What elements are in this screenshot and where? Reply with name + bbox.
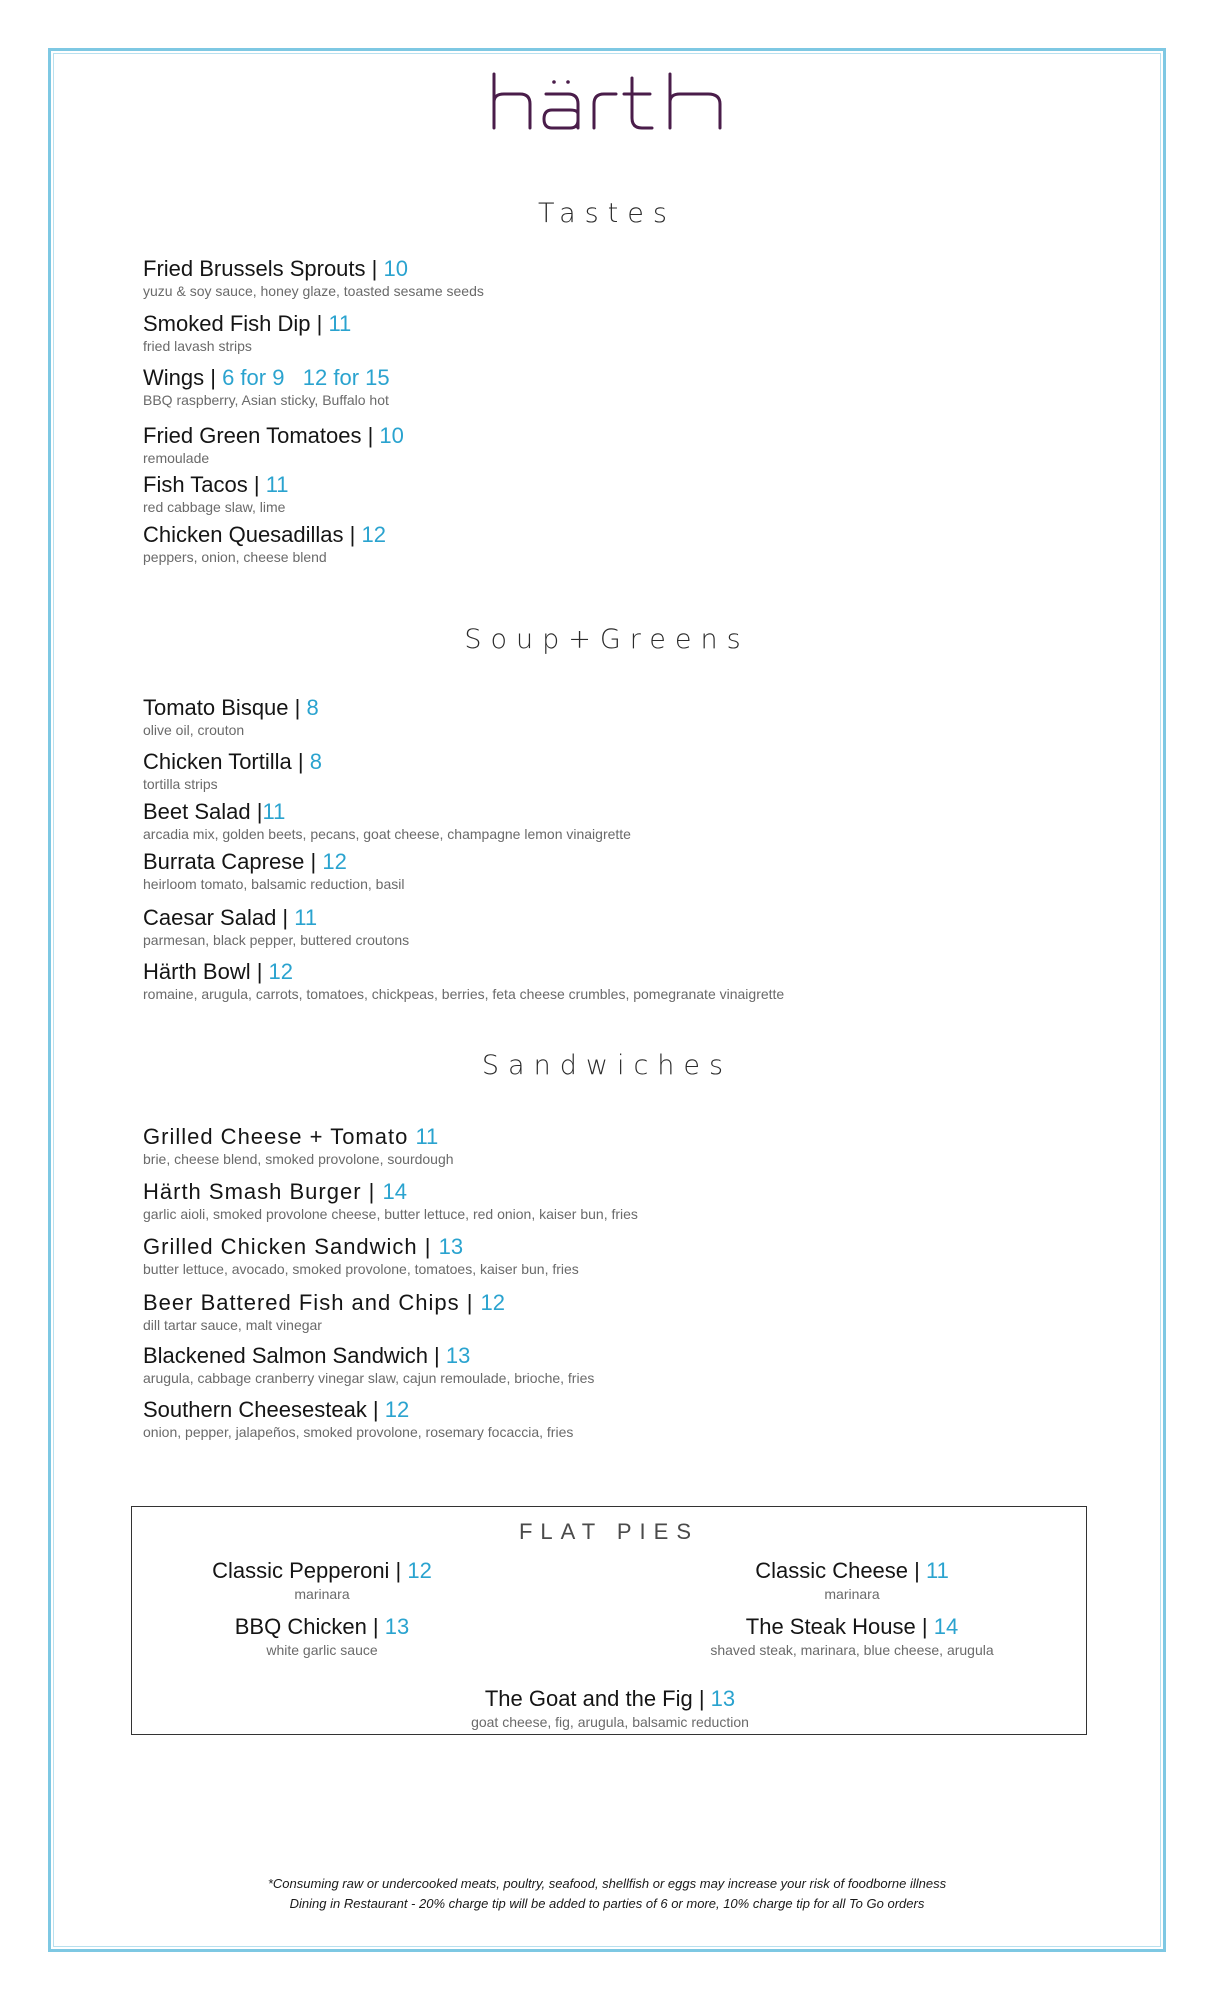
pie-item [702,1558,1002,1602]
menu-item [143,749,322,792]
pie-item [410,1686,810,1730]
item-name: The Goat and the Fig | [484,1686,711,1711]
menu-item [143,365,390,408]
item-price: 13 [710,1686,736,1711]
section-title-sandwiches: Sandwiches [481,1050,733,1081]
item-description: olive oil, crouton [143,722,245,738]
item-description: butter lettuce, avocado, smoked provolone, tomatoes, kaiser bun, fries [143,1261,579,1277]
item-price: 11 [265,472,289,497]
item-name: Fish Tacos | [143,472,266,497]
item-price: 14 [933,1614,959,1639]
item-price: 12 [322,849,347,874]
menu-item [143,1290,505,1333]
menu-item [143,695,319,738]
item-description: romaine, arugula, carrots, tomatoes, chickpeas, berries, feta cheese crumbles, pomegranate vinaigrette [143,986,785,1002]
pie-item [172,1558,472,1602]
item-name: Tomato Bisque | [143,695,307,720]
menu-item [143,311,351,354]
item-price: 11 [262,799,286,824]
item-name: Härth Smash Burger | [143,1179,383,1204]
menu-item [143,1124,454,1167]
menu-footer [0,1874,1214,1914]
item-price: 12 [480,1290,506,1315]
item-price: 12 [407,1558,432,1583]
pie-item [702,1614,1002,1658]
item-description: remoulade [143,450,210,466]
item-price: 10 [383,256,408,281]
item-price: 11 [925,1558,949,1583]
item-price: 11 [328,311,352,336]
item-name: Chicken Tortilla | [143,749,310,774]
item-price: 11 [294,905,318,930]
item-name: Burrata Caprese | [143,849,323,874]
item-name: Fried Green Tomatoes | [143,423,380,448]
item-description: onion, pepper, jalapeños, smoked provolone, rosemary focaccia, fries [143,1424,574,1440]
flat-pies-box [131,1506,1087,1735]
item-name: Beer Battered Fish and Chips | [143,1290,481,1315]
item-description: white garlic sauce [266,1642,378,1658]
item-description: shaved steak, marinara, blue cheese, arugula [710,1642,994,1658]
section-title-soup-greens: Soup+Greens [464,624,750,655]
item-description: yuzu & soy sauce, honey glaze, toasted sesame seeds [143,283,484,299]
harth-logo [490,72,725,134]
menu-item [143,1234,579,1277]
item-price: 13 [438,1234,464,1259]
item-description: parmesan, black pepper, buttered croutons [143,932,410,948]
item-name: Caesar Salad | [143,905,295,930]
item-price: 8 [309,749,322,774]
item-description: goat cheese, fig, arugula, balsamic reduction [471,1714,749,1730]
footer-disclaimer: *Consuming raw or undercooked meats, poultry, seafood, shellfish or eggs may increase your risk of foodborne illness [267,1876,947,1891]
section-title-flat-pies: FLAT PIES [518,1519,699,1544]
item-name: BBQ Chicken | [234,1614,385,1639]
item-description: dill tartar sauce, malt vinegar [143,1317,322,1333]
menu-item [143,522,386,565]
item-name: Classic Cheese | [755,1558,926,1583]
item-price: 12 [384,1397,410,1422]
item-name: Grilled Chicken Sandwich | [143,1234,439,1259]
item-name: Blackened Salmon Sandwich | [143,1343,446,1368]
item-price: 13 [445,1343,471,1368]
item-name: Southern Cheesesteak | [143,1397,385,1422]
menu-item [143,799,631,842]
menu-item [143,959,784,1002]
menu-item [143,849,404,892]
item-name: Wings | [143,365,223,390]
item-name: Härth Bowl | [143,959,269,984]
menu-item [143,256,484,299]
menu-item [143,472,289,515]
item-price: 13 [384,1614,410,1639]
item-name: Beet Salad | [143,799,263,824]
item-description: brie, cheese blend, smoked provolone, sourdough [143,1151,454,1167]
item-description: heirloom tomato, balsamic reduction, basil [143,876,405,892]
menu-item [143,1343,594,1386]
item-name: The Steak House | [745,1614,934,1639]
item-description: peppers, onion, cheese blend [143,549,327,565]
item-name: Smoked Fish Dip | [143,311,329,336]
menu-item [143,423,404,466]
item-price: 12 [361,522,386,547]
item-description: garlic aioli, smoked provolone cheese, butter lettuce, red onion, kaiser bun, fries [143,1206,638,1222]
item-description: arugula, cabbage cranberry vinegar slaw, cajun remoulade, brioche, fries [143,1370,595,1386]
item-price: 10 [379,423,404,448]
item-price: 14 [382,1179,407,1204]
item-description: arcadia mix, golden beets, pecans, goat cheese, champagne lemon vinaigrette [143,826,631,842]
item-description: BBQ raspberry, Asian sticky, Buffalo hot [143,392,389,408]
item-description: marinara [294,1586,350,1602]
footer-tip-policy: Dining in Restaurant - 20% charge tip will be added to parties of 6 or more, 10% charge tip for all To Go orders [289,1896,925,1911]
menu-item [143,1397,573,1440]
item-name: Classic Pepperoni | [212,1558,408,1583]
item-price: 12 [268,959,294,984]
item-name: Fried Brussels Sprouts | [143,256,384,281]
item-name: Grilled Cheese + Tomato [143,1124,416,1149]
pie-item [172,1614,472,1658]
item-description: fried lavash strips [143,338,252,354]
item-description: red cabbage slaw, lime [143,499,286,515]
menu-item [143,1179,638,1222]
item-price: 11 [415,1124,439,1149]
section-title-tastes: Tastes [538,198,676,229]
item-price: 8 [306,695,319,720]
item-description: marinara [824,1586,880,1602]
menu-item [143,905,409,948]
item-description: tortilla strips [143,776,218,792]
item-name: Chicken Quesadillas | [143,522,362,547]
item-price: 6 for 9 12 for 15 [222,365,390,390]
